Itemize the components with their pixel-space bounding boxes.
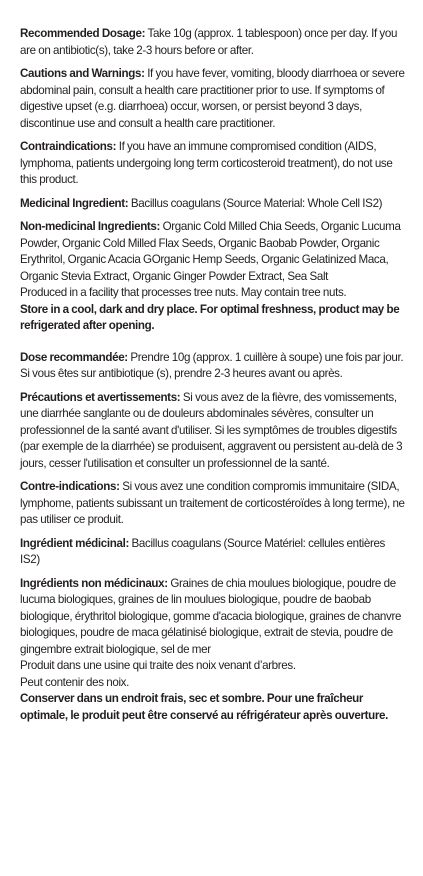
fr-storage-instructions: Conserver dans un endroit frais, sec et sombre. Pour une fraîcheur optimale, le produit peut être conservé au réfrigérateur après ouverture. bbox=[20, 692, 388, 722]
fr-dosage-text: Prendre 10g (approx. 1 cuillère à soupe) une fois par jour. Si vous êtes sur antibiotique (s), prendre 2-3 heures avant ou après. bbox=[20, 350, 404, 380]
facility-notice: Produced in a facility that processes tree nuts. May contain tree nuts. bbox=[20, 286, 347, 299]
fr-medicinal-ingredient-heading: Ingrédient médicinal: bbox=[20, 536, 129, 550]
fr-medicinal-ingredient-text: Bacillus coagulans (Source Matériel: cellules entières IS2) bbox=[20, 536, 386, 566]
contraindications-paragraph bbox=[20, 139, 405, 189]
medicinal-ingredient-heading: Medicinal Ingredient: bbox=[20, 196, 129, 210]
dosage-paragraph bbox=[20, 26, 405, 59]
english-section bbox=[20, 26, 405, 335]
non-medicinal-ingredients-paragraph bbox=[20, 219, 405, 285]
fr-dosage-heading: Dose recommandée: bbox=[20, 350, 128, 364]
fr-facility-notice: Produit dans une usine qui traite des noix venant d’arbres. bbox=[20, 659, 296, 672]
dosage-text: Take 10g (approx. 1 tablespoon) once per day. If you are on antibiotic(s), take 2-3 hours before or after. bbox=[20, 27, 398, 57]
product-label-text bbox=[20, 26, 405, 724]
contraindications-heading: Contraindications: bbox=[20, 140, 117, 153]
fr-non-medicinal-ingredients-text: Graines de chia moulues biologique, poudre de lucuma biologiques, graines de lin moulues biologique, poudre de baobab biologique, érythritol biologique, gomme d'acacia biologique, graines de chanvre biologiques, poudre de maca gélatinisé biologique, extrait de stevia, poudre de gingembre extrait biologique, sel de mer bbox=[20, 576, 402, 656]
fr-medicinal-ingredient-paragraph bbox=[20, 536, 405, 569]
medicinal-ingredient-text: Bacillus coagulans (Source Material: Whole Cell IS2) bbox=[130, 196, 383, 210]
fr-cautions-heading: Précautions et avertissements: bbox=[20, 390, 181, 404]
cautions-text: If you have fever, vomiting, bloody diarrhoea or severe abdominal pain, consult a health care practitioner prior to use. If symptoms of digestive upset (e.g. diarrhoea) occur, worsen, or persist beyond 3 days, discontinue use and consult a health care practitioner. bbox=[20, 67, 405, 130]
storage-instructions: Store in a cool, dark and dry place. For optimal freshness, product may be refrigerated after opening. bbox=[20, 302, 400, 332]
medicinal-ingredient-paragraph bbox=[20, 196, 405, 213]
section-spacer bbox=[20, 335, 405, 350]
non-medicinal-ingredients-heading: Non-medicinal Ingredients: bbox=[20, 220, 161, 233]
fr-cautions-paragraph bbox=[20, 390, 405, 473]
dosage-heading: Recommended Dosage: bbox=[20, 27, 146, 40]
fr-may-contain-notice: Peut contenir des noix. bbox=[20, 675, 129, 689]
fr-non-medicinal-ingredients-heading: Ingrédients non médicinaux: bbox=[20, 576, 168, 590]
fr-non-medicinal-ingredients-paragraph bbox=[20, 576, 405, 659]
cautions-heading: Cautions and Warnings: bbox=[20, 67, 145, 80]
fr-contraindications-heading: Contre-indications: bbox=[20, 480, 120, 493]
fr-contraindications-text: Si vous avez une condition compromis immunitaire (SIDA, lymphome, patients subissant un traitement de corticostéroïdes à long terme), ne pas utiliser ce produit. bbox=[20, 480, 405, 526]
non-medicinal-ingredients-text: Organic Cold Milled Chia Seeds, Organic Lucuma Powder, Organic Cold Milled Flax Seeds, Organic Baobab Powder, Organic Erythritol, Organic Acacia GOrganic Hemp Seeds, Organic Gelatinized Maca, Organic Stevia Extract, Organic Ginger Powder Extract, Sea Salt bbox=[20, 220, 401, 283]
contraindications-text: If you have an immune compromised condition (AIDS, lymphoma, patients undergoing long term corticosteroid treatment), do not use this product. bbox=[20, 140, 393, 186]
fr-contraindications-paragraph bbox=[20, 479, 405, 529]
french-section bbox=[20, 350, 405, 725]
cautions-paragraph bbox=[20, 66, 405, 132]
fr-cautions-text: Si vous avez de la fièvre, des vomissements, une diarrhée sanglante ou de douleurs abdominales sévères, consulter un professionnel de la santé avant d'utiliser. Si les symptômes de troubles digestifs (par exemple de la diarrhée) se produisent, aggravent ou persistent au-delà de 3 jours, cesser l'utilisation et consulter un professionnel de la santé. bbox=[20, 390, 403, 470]
fr-dosage-paragraph bbox=[20, 350, 405, 383]
